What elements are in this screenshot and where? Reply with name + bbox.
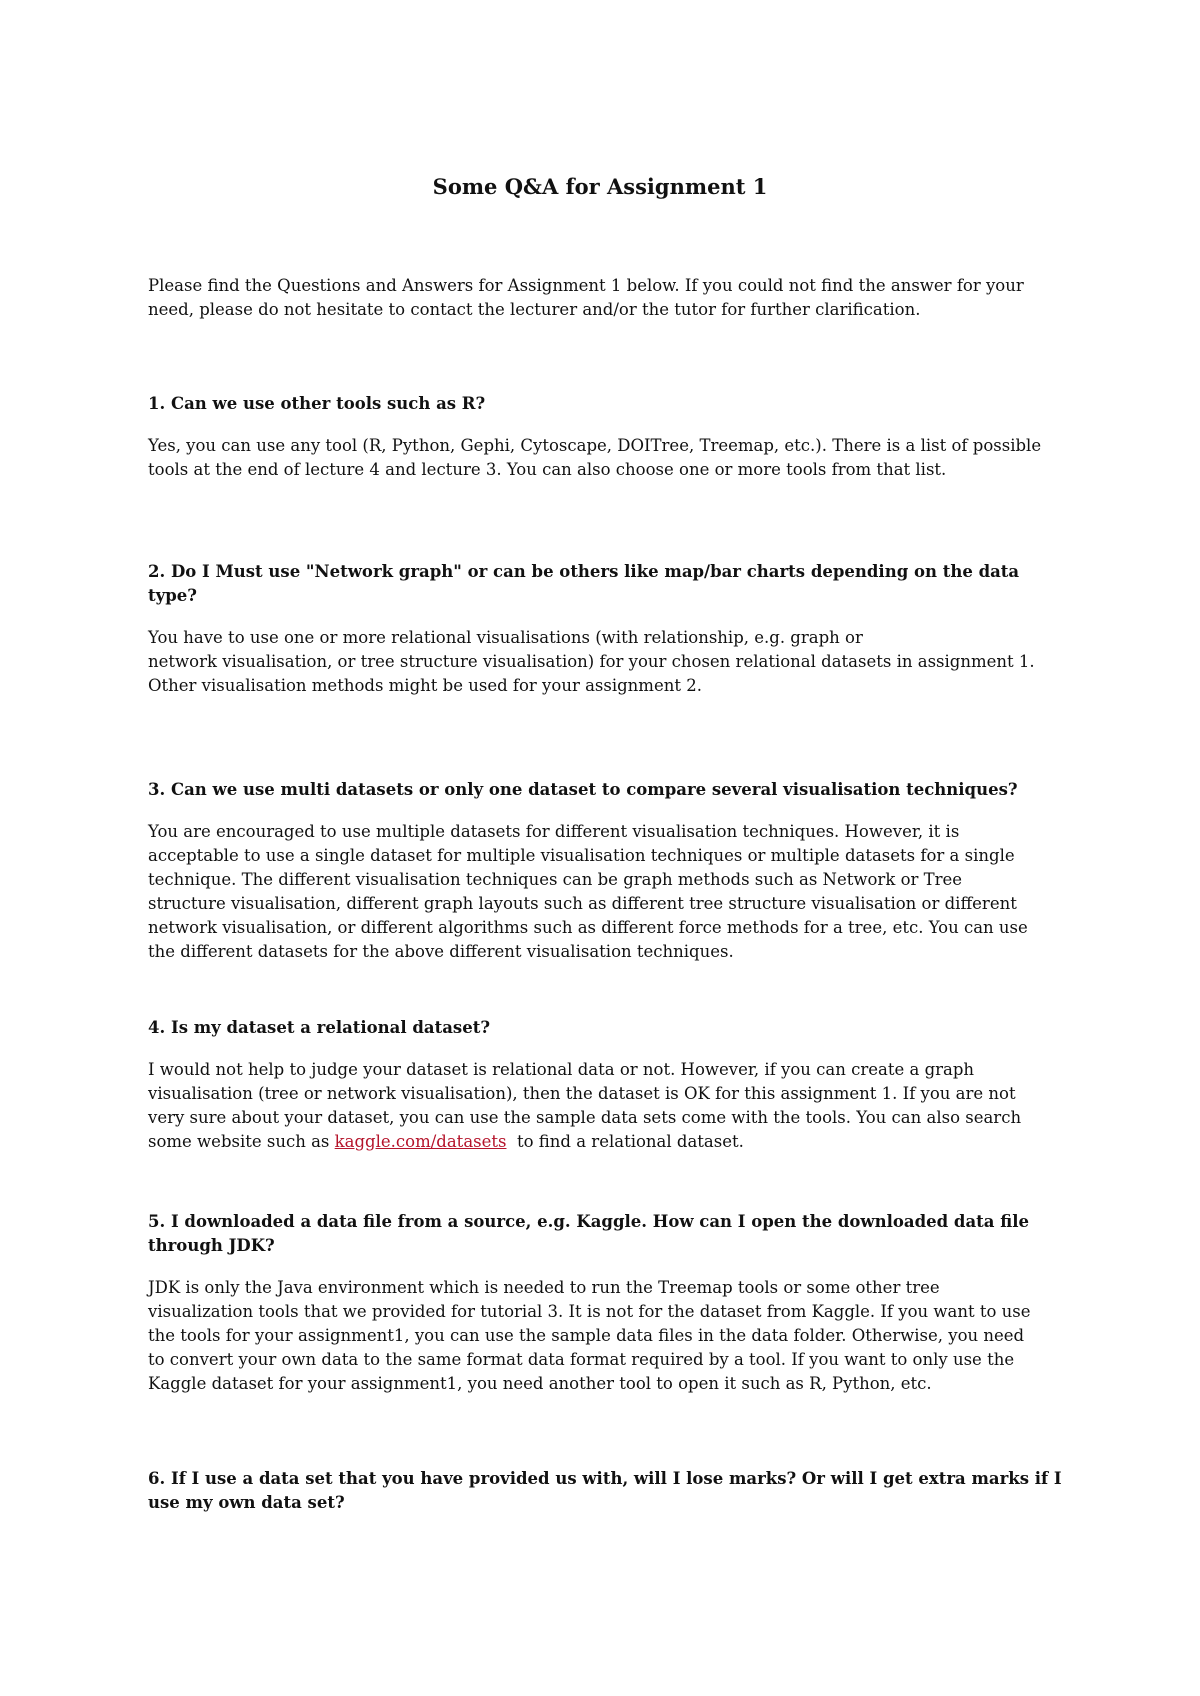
answer-line: structure visualisation, different graph layouts such as different tree structure visualisation or different: [148, 894, 1017, 913]
answer-line: network visualisation, or tree structure visualisation) for your chosen relational datasets in assignment 1.: [148, 652, 1035, 671]
answer-line: Yes, you can use any tool (R, Python, Gephi, Cytoscape, DOITree, Treemap, etc.). There is a list of possible: [148, 436, 1042, 455]
qa-item-4: [148, 1016, 1068, 1154]
qa-item-2: [148, 560, 1068, 698]
question-heading: 1. Can we use other tools such as R?: [148, 394, 486, 413]
answer-line: to convert your own data to the same format data format required by a tool. If you want to only use the: [148, 1350, 1015, 1369]
question-heading: 2. Do I Must use "Network graph" or can be others like map/bar charts depending on the data type?: [148, 562, 1020, 605]
qa-item-5: [148, 1210, 1068, 1396]
qa-item-6: [148, 1467, 1068, 1533]
answer-line: network visualisation, or different algorithms such as different force methods for a tree, etc. You can use: [148, 918, 1028, 937]
qa-item-3: [148, 778, 1068, 964]
intro-line: Please find the Questions and Answers for Assignment 1 below. If you could not find the answer for your: [148, 276, 1024, 295]
answer-line: I would not help to judge your dataset is relational data or not. However, if you can create a graph: [148, 1060, 975, 1079]
answer-line-with-link: [148, 1130, 1068, 1154]
answer-paragraph: [148, 1058, 1068, 1154]
intro-line: need, please do not hesitate to contact the lecturer and/or the tutor for further clarification.: [148, 300, 921, 319]
answer-line: Kaggle dataset for your assignment1, you need another tool to open it such as R, Python, etc.: [148, 1374, 932, 1393]
answer-paragraph: [148, 434, 1068, 482]
question-heading: 6. If I use a data set that you have provided us with, will I lose marks? Or will I get extra marks if I use my own data set?: [148, 1469, 1062, 1512]
answer-line: JDK is only the Java environment which is needed to run the Treemap tools or some other tree: [148, 1278, 940, 1297]
page-title: Some Q&A for Assignment 1: [432, 174, 768, 199]
answer-line: tools at the end of lecture 4 and lecture 3. You can also choose one or more tools from that list.: [148, 460, 947, 479]
question-heading: 4. Is my dataset a relational dataset?: [148, 1018, 491, 1037]
answer-line: the tools for your assignment1, you can use the sample data files in the data folder. Otherwise, you need: [148, 1326, 1025, 1345]
kaggle-datasets-link[interactable]: kaggle.com/datasets: [334, 1132, 507, 1151]
answer-line: visualization tools that we provided for tutorial 3. It is not for the dataset from Kaggle. If you want to use: [148, 1302, 1031, 1321]
qa-item-1: [148, 392, 1068, 482]
answer-line: Other visualisation methods might be used for your assignment 2.: [148, 676, 702, 695]
answer-paragraph: [148, 1276, 1068, 1396]
answer-line: technique. The different visualisation techniques can be graph methods such as Network or Tree: [148, 870, 963, 889]
answer-text: to find a relational dataset.: [506, 1132, 744, 1151]
question-heading: 3. Can we use multi datasets or only one dataset to compare several visualisation techniques?: [148, 780, 1018, 799]
answer-line: You have to use one or more relational visualisations (with relationship, e.g. graph or: [148, 628, 863, 647]
answer-text: some website such as: [148, 1132, 335, 1151]
answer-paragraph: [148, 820, 1068, 964]
answer-line: You are encouraged to use multiple datasets for different visualisation techniques. However, it is: [148, 822, 960, 841]
answer-line: visualisation (tree or network visualisation), then the dataset is OK for this assignment 1. If you are not: [148, 1084, 1016, 1103]
answer-line: very sure about your dataset, you can use the sample data sets come with the tools. You can also search: [148, 1108, 1022, 1127]
intro-paragraph: [148, 274, 1068, 322]
answer-paragraph: [148, 626, 1068, 698]
question-heading: 5. I downloaded a data file from a source, e.g. Kaggle. How can I open the downloaded data file through JDK?: [148, 1212, 1029, 1255]
answer-line: the different datasets for the above different visualisation techniques.: [148, 942, 734, 961]
answer-line: acceptable to use a single dataset for multiple visualisation techniques or multiple datasets for a single: [148, 846, 1015, 865]
